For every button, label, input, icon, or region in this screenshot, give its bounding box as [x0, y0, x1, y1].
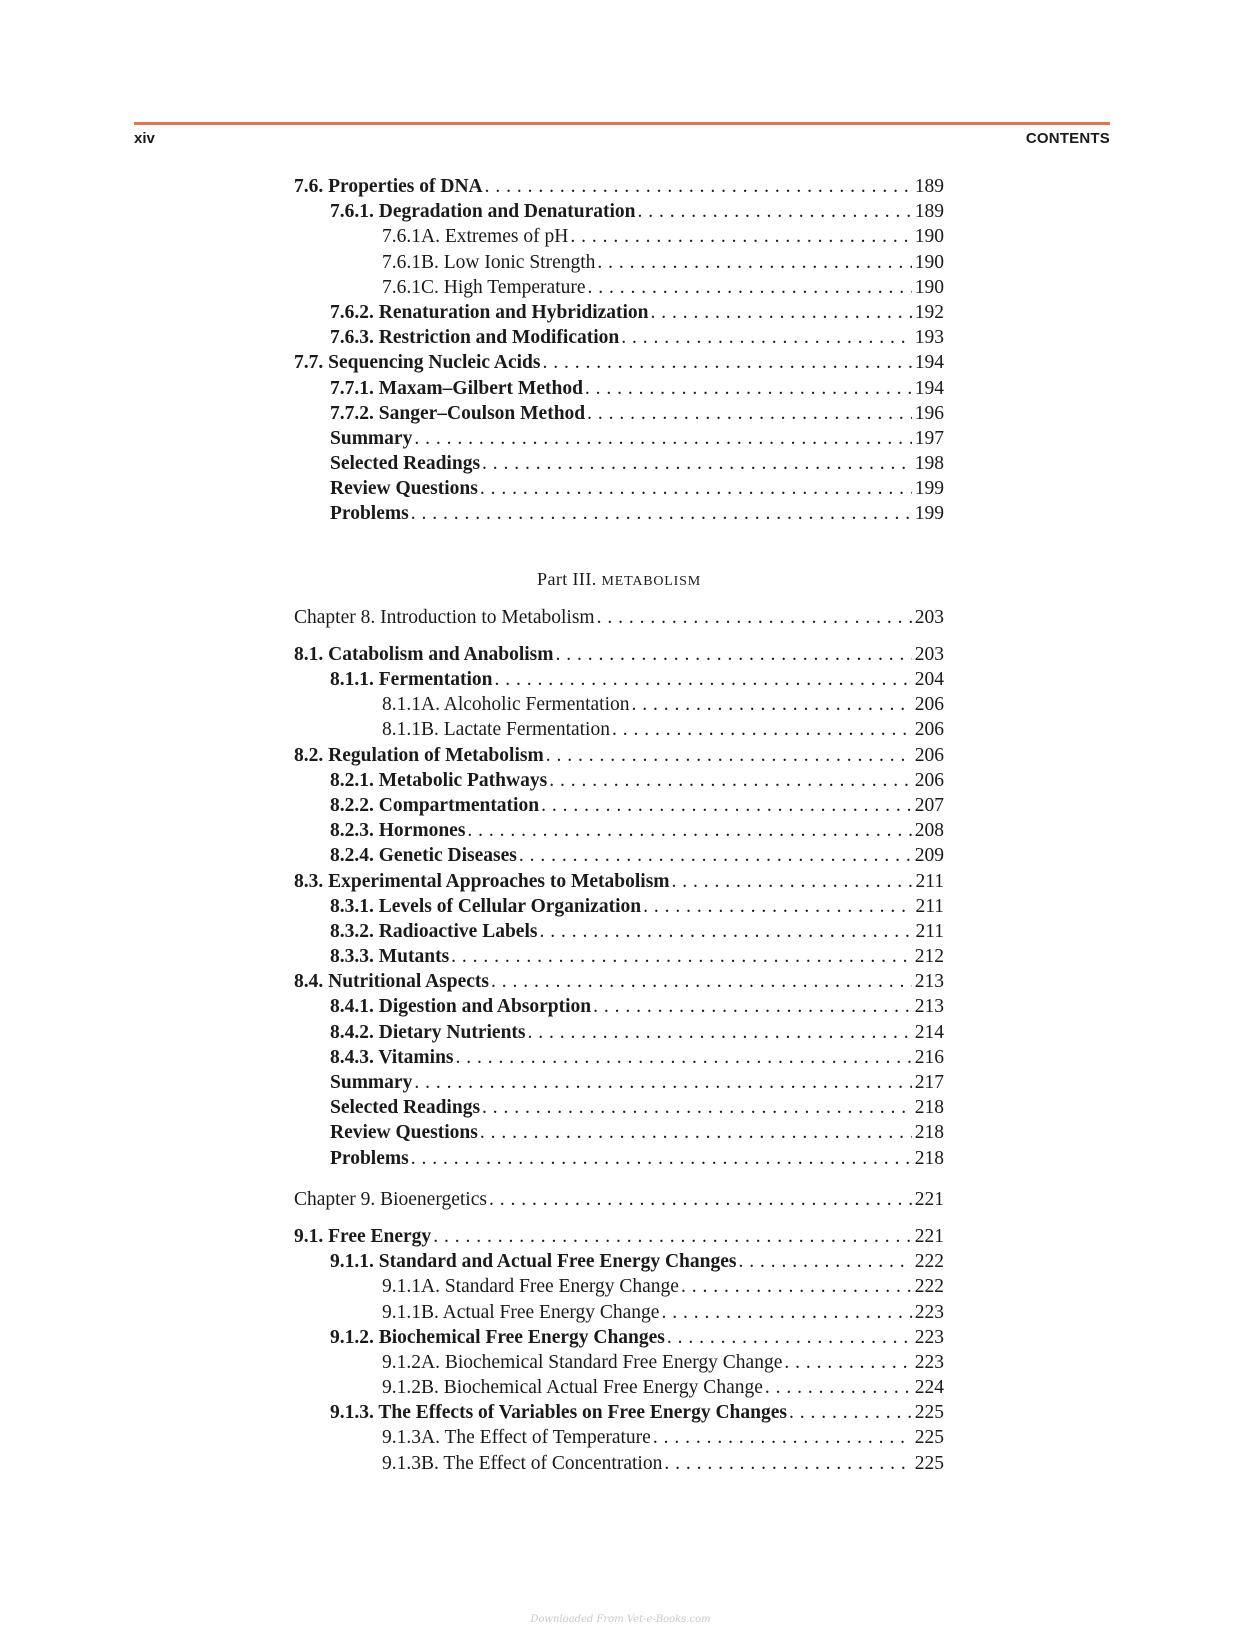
toc-label: Selected Readings: [330, 453, 481, 475]
dot-leader: [549, 768, 912, 793]
dot-leader: [491, 969, 912, 994]
table-of-contents: [294, 174, 944, 1476]
toc-page: 197: [914, 427, 944, 449]
toc-page: 209: [914, 845, 944, 867]
dot-leader: [638, 199, 912, 224]
toc-label: 9.1. Free Energy: [294, 1225, 432, 1247]
toc-label: 8.3. Experimental Approaches to Metabolism: [294, 870, 670, 892]
toc-page: 196: [914, 402, 944, 424]
dot-leader: [667, 1325, 912, 1350]
dot-leader: [612, 717, 912, 742]
dot-leader: [765, 1375, 912, 1400]
toc-page: 189: [914, 201, 944, 223]
toc-entry-problems: [294, 1146, 944, 1171]
toc-label: 8.4.3. Vitamins: [330, 1046, 454, 1068]
dot-leader: [480, 1120, 912, 1145]
toc-entry-8-2-2: [294, 793, 944, 818]
dot-leader: [789, 1400, 912, 1425]
toc-entry-7-6-2: [294, 300, 944, 325]
toc-label: Summary: [330, 1072, 413, 1093]
toc-entry-7-7-2: [294, 401, 944, 426]
toc-entry-8-2-1: [294, 768, 944, 793]
toc-page: 222: [914, 1251, 944, 1273]
toc-page: 213: [914, 996, 944, 1018]
toc-label: 8.4.1. Digestion and Absorption: [330, 996, 592, 1018]
toc-label: 8.2. Regulation of Metabolism: [294, 744, 544, 766]
watermark: Downloaded From Vet-e-Books.com: [530, 1614, 711, 1625]
toc-entry-9-1-3b: [294, 1451, 944, 1476]
toc-label: 7.6.1B. Low Ionic Strength: [382, 251, 596, 273]
toc-page: 207: [914, 794, 944, 816]
toc-entry-8-3-3: [294, 944, 944, 969]
toc-label: 8.2.2. Compartmentation: [330, 794, 540, 816]
toc-label: Review Questions: [330, 1122, 478, 1144]
toc-page: 211: [915, 895, 944, 917]
toc-page: 208: [914, 820, 944, 842]
toc-entry-summary: [294, 426, 944, 451]
toc-page: 192: [914, 301, 944, 323]
toc-label: 8.4.2. Dietary Nutrients: [330, 1021, 526, 1043]
toc-entry-7-6-1a: [294, 224, 944, 249]
toc-entry-9-1-1a: [294, 1274, 944, 1299]
toc-page: 203: [914, 643, 944, 665]
dot-leader: [414, 1070, 911, 1095]
toc-label: 9.1.1B. Actual Free Energy Change: [382, 1301, 660, 1323]
toc-page: 217: [914, 1072, 944, 1093]
toc-label: Summary: [330, 427, 413, 449]
toc-label: 9.1.1. Standard and Actual Free Energy Changes: [330, 1251, 737, 1273]
toc-page: 190: [914, 226, 944, 248]
toc-label: 8.3.1. Levels of Cellular Organization: [330, 895, 642, 917]
toc-label: 8.3.2. Radioactive Labels: [330, 920, 538, 942]
toc-entry-8-4-1: [294, 994, 944, 1019]
toc-entry-7-7: [294, 350, 944, 375]
toc-page: 211: [915, 920, 944, 942]
toc-page: 190: [914, 276, 944, 298]
dot-leader: [672, 869, 913, 894]
toc-label: 9.1.1A. Standard Free Energy Change: [382, 1276, 679, 1298]
toc-entry-8-3: [294, 869, 944, 894]
dot-leader: [489, 1187, 912, 1212]
toc-entry-8-1-1b: [294, 717, 944, 742]
toc-chapter-9: [294, 1187, 944, 1212]
dot-leader: [485, 174, 912, 199]
toc-page: 223: [914, 1351, 944, 1373]
toc-entry-9-1-1: [294, 1249, 944, 1274]
toc-page: 199: [914, 478, 944, 500]
toc-entry-9-1-3: [294, 1400, 944, 1425]
dot-leader: [541, 793, 912, 818]
toc-entry-7-6-1c: [294, 275, 944, 300]
running-head: CONTENTS: [1025, 130, 1110, 147]
dot-leader: [593, 994, 912, 1019]
dot-leader: [433, 1224, 912, 1249]
dot-leader: [539, 919, 912, 944]
chapter-label: Chapter 8. Introduction to Metabolism: [294, 606, 595, 628]
dot-leader: [542, 350, 911, 375]
toc-page: 218: [914, 1147, 944, 1169]
dot-leader: [519, 843, 912, 868]
toc-label: 8.2.4. Genetic Diseases: [330, 845, 517, 867]
toc-entry-7-6: [294, 174, 944, 199]
dot-leader: [411, 501, 912, 526]
toc-page: 193: [914, 327, 944, 349]
chapter-label: Chapter 9. Bioenergetics: [294, 1188, 487, 1210]
toc-entry-8-4: [294, 969, 944, 994]
toc-entry-selected-readings: [294, 1095, 944, 1120]
toc-page: 211: [915, 870, 944, 892]
dot-leader: [482, 451, 912, 476]
dot-leader: [738, 1249, 911, 1274]
toc-entry-8-2-4: [294, 843, 944, 868]
part-heading: [294, 565, 944, 593]
dot-leader: [588, 275, 912, 300]
toc-page: 206: [914, 694, 944, 716]
dot-leader: [784, 1350, 911, 1375]
toc-page: 204: [914, 669, 944, 690]
dot-leader: [681, 1274, 912, 1299]
toc-page: 221: [914, 1225, 944, 1247]
toc-label: 7.6. Properties of DNA: [294, 176, 483, 197]
toc-entry-problems: [294, 501, 944, 526]
toc-label: 8.1.1. Fermentation: [330, 669, 493, 690]
toc-entry-9-1-2: [294, 1325, 944, 1350]
toc-label: 9.1.2B. Biochemical Actual Free Energy Change: [382, 1377, 763, 1399]
toc-label: 8.3.3. Mutants: [330, 946, 450, 968]
toc-label: 7.7.2. Sanger–Coulson Method: [330, 402, 586, 424]
toc-label: 9.1.2A. Biochemical Standard Free Energy Change: [382, 1351, 783, 1373]
toc-label: 7.6.2. Renaturation and Hybridization: [330, 301, 649, 323]
dot-leader: [621, 325, 912, 350]
toc-entry-8-3-1: [294, 894, 944, 919]
toc-label: 7.7. Sequencing Nucleic Acids: [294, 352, 541, 374]
toc-page: 194: [914, 377, 944, 399]
dot-leader: [411, 1146, 912, 1171]
toc-label: 7.6.1C. High Temperature: [382, 276, 586, 298]
toc-entry-8-3-2: [294, 919, 944, 944]
toc-entry-9-1-2a: [294, 1350, 944, 1375]
dot-leader: [664, 1451, 911, 1476]
toc-page: 218: [914, 1122, 944, 1144]
dot-leader: [651, 300, 912, 325]
dot-leader: [456, 1045, 912, 1070]
toc-entry-8-1: [294, 642, 944, 667]
dot-leader: [546, 743, 912, 768]
toc-page: 225: [914, 1452, 944, 1474]
dot-leader: [494, 667, 911, 692]
dot-leader: [480, 476, 912, 501]
toc-page: 194: [914, 352, 944, 374]
toc-entry-7-6-1b: [294, 250, 944, 275]
dot-leader: [570, 224, 911, 249]
dot-leader: [556, 642, 912, 667]
toc-entry-8-2-3: [294, 818, 944, 843]
dot-leader: [451, 944, 912, 969]
toc-page: 212: [914, 946, 944, 968]
toc-page: 225: [914, 1402, 944, 1424]
toc-page: 189: [914, 176, 944, 197]
toc-label: 7.6.3. Restriction and Modification: [330, 327, 620, 349]
toc-label: 9.1.2. Biochemical Free Energy Changes: [330, 1326, 665, 1348]
toc-page: 206: [914, 769, 944, 791]
toc-page: 213: [914, 971, 944, 993]
toc-entry-9-1-3a: [294, 1425, 944, 1450]
toc-page: 214: [914, 1021, 944, 1043]
toc-label: Problems: [330, 1147, 409, 1169]
dot-leader: [643, 894, 912, 919]
part-title: METABOLISM: [601, 573, 701, 589]
toc-label: Problems: [330, 503, 409, 525]
page-number: xiv: [134, 130, 155, 147]
toc-entry-7-6-3: [294, 325, 944, 350]
toc-entry-9-1-2b: [294, 1375, 944, 1400]
toc-entry-9-1-1b: [294, 1300, 944, 1325]
dot-leader: [597, 250, 911, 275]
dot-leader: [585, 376, 912, 401]
toc-entry-8-2: [294, 743, 944, 768]
toc-page: 199: [914, 503, 944, 525]
toc-entry-review-questions: [294, 476, 944, 501]
toc-label: 7.6.1A. Extremes of pH: [382, 226, 569, 248]
header-rule: [134, 122, 1110, 125]
toc-page: 198: [914, 453, 944, 475]
toc-entry-9-1: [294, 1224, 944, 1249]
toc-page: 206: [914, 719, 944, 741]
toc-page: 221: [914, 1188, 944, 1210]
dot-leader: [414, 426, 911, 451]
toc-entry-selected-readings: [294, 451, 944, 476]
toc-page: 206: [914, 744, 944, 766]
toc-label: 7.7.1. Maxam–Gilbert Method: [330, 377, 583, 399]
toc-label: 8.4. Nutritional Aspects: [294, 971, 489, 993]
dot-leader: [661, 1300, 911, 1325]
toc-entry-8-1-1: [294, 667, 944, 692]
toc-page: 216: [914, 1046, 944, 1068]
toc-label: 8.1.1B. Lactate Fermentation: [382, 719, 610, 741]
toc-page: 224: [914, 1377, 944, 1399]
toc-entry-review-questions: [294, 1120, 944, 1145]
toc-label: 9.1.3. The Effects of Variables on Free Energy Changes: [330, 1402, 787, 1424]
toc-page: 218: [914, 1097, 944, 1119]
dot-leader: [587, 401, 912, 426]
dot-leader: [653, 1425, 912, 1450]
toc-page: 190: [914, 251, 944, 273]
dot-leader: [597, 605, 912, 630]
toc-page: 223: [914, 1326, 944, 1348]
dot-leader: [632, 692, 912, 717]
toc-entry-8-4-3: [294, 1045, 944, 1070]
toc-label: 8.1.1A. Alcoholic Fermentation: [382, 694, 630, 716]
toc-label: 8.2.3. Hormones: [330, 820, 466, 842]
toc-page: 225: [914, 1427, 944, 1449]
toc-label: 7.6.1. Degradation and Denaturation: [330, 201, 636, 223]
toc-entry-summary: [294, 1070, 944, 1095]
toc-page: 222: [914, 1276, 944, 1298]
toc-label: Selected Readings: [330, 1097, 481, 1119]
toc-entry-8-1-1a: [294, 692, 944, 717]
dot-leader: [528, 1020, 912, 1045]
toc-label: 9.1.3B. The Effect of Concentration: [382, 1452, 663, 1474]
part-prefix: Part III.: [537, 568, 597, 589]
dot-leader: [482, 1095, 912, 1120]
toc-label: 8.2.1. Metabolic Pathways: [330, 769, 548, 791]
toc-page: 223: [914, 1301, 944, 1323]
toc-label: Review Questions: [330, 478, 478, 500]
toc-entry-8-4-2: [294, 1020, 944, 1045]
toc-entry-7-7-1: [294, 376, 944, 401]
dot-leader: [467, 818, 911, 843]
toc-chapter-8: [294, 605, 944, 630]
toc-entry-7-6-1: [294, 199, 944, 224]
toc-page: 203: [914, 606, 944, 628]
toc-label: 9.1.3A. The Effect of Temperature: [382, 1427, 651, 1449]
toc-label: 8.1. Catabolism and Anabolism: [294, 643, 554, 665]
